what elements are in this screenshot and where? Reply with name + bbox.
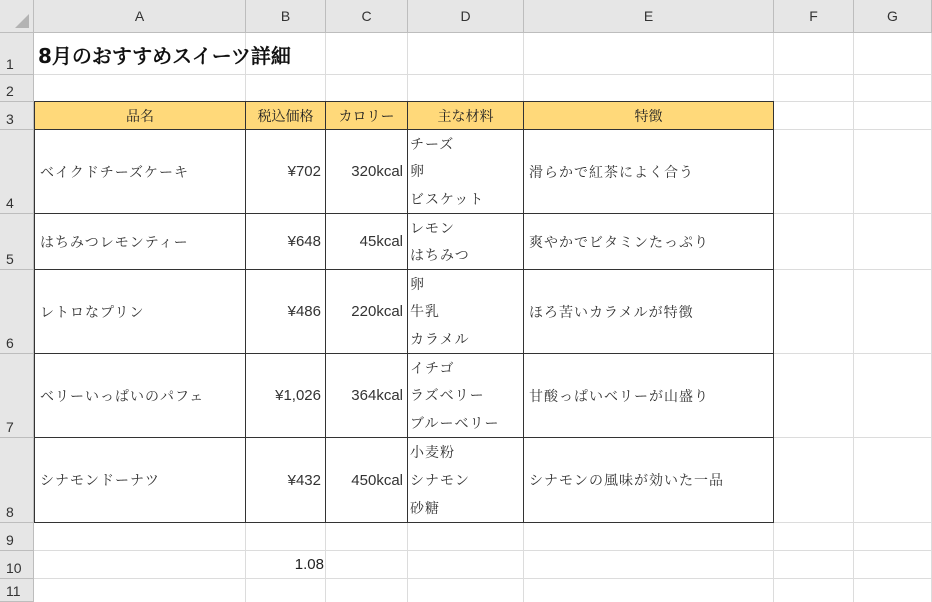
column-header-c[interactable]: C (326, 0, 408, 33)
item-feature-cell[interactable]: 滑らかで紅茶によく合う (523, 129, 774, 214)
item-feature-cell[interactable]: ほろ苦いカラメルが特徴 (523, 269, 774, 354)
gridline (853, 33, 854, 602)
item-name-cell[interactable]: レトロなプリン (34, 269, 246, 354)
item-feature-cell[interactable]: 甘酸っぱいベリーが山盛り (523, 353, 774, 438)
row-header-7[interactable]: 7 (0, 354, 34, 438)
material-text: はちみつ (410, 248, 470, 265)
item-calorie-cell[interactable]: 364kcal (325, 353, 408, 438)
material-text: カラメル (410, 332, 470, 349)
header-cell-calorie[interactable]: カロリー (325, 101, 408, 130)
sheet-title[interactable]: 8月のおすすめスイーツ詳細 (38, 43, 291, 68)
item-materials-cell[interactable] (407, 269, 524, 354)
item-price-cell[interactable]: ¥432 (245, 437, 326, 523)
material-text: ラズベリー (410, 388, 485, 405)
item-name-cell[interactable]: ベリーいっぱいのパフェ (34, 353, 246, 438)
column-header-d[interactable]: D (408, 0, 524, 33)
item-price-cell[interactable]: ¥648 (245, 213, 326, 270)
item-name-cell[interactable]: はちみつレモンティー (34, 213, 246, 270)
item-materials-cell[interactable] (407, 437, 524, 523)
item-price-cell[interactable]: ¥1,026 (245, 353, 326, 438)
material-text: イチゴ (410, 360, 455, 377)
item-feature-cell[interactable]: 爽やかでビタミンたっぷり (523, 213, 774, 270)
item-feature-cell[interactable]: シナモンの風味が効いた一品 (523, 437, 774, 523)
item-price-cell[interactable]: ¥702 (245, 129, 326, 214)
row-header-6[interactable]: 6 (0, 270, 34, 354)
material-text: 卵 (410, 164, 425, 181)
header-cell-price[interactable]: 税込価格 (245, 101, 326, 130)
gridline (34, 550, 932, 551)
material-text: 牛乳 (410, 304, 440, 321)
column-header-f[interactable]: F (774, 0, 854, 33)
column-header-e[interactable]: E (524, 0, 774, 33)
select-all-triangle-icon (15, 14, 29, 28)
item-materials-cell[interactable] (407, 353, 524, 438)
material-text: 小麦粉 (410, 445, 455, 461)
material-text: シナモン (410, 473, 470, 489)
item-calorie-cell[interactable]: 450kcal (325, 437, 408, 523)
item-calorie-cell[interactable]: 220kcal (325, 269, 408, 354)
item-calorie-cell[interactable]: 45kcal (325, 213, 408, 270)
row-header-8[interactable]: 8 (0, 438, 34, 523)
column-header-g[interactable]: G (854, 0, 932, 33)
item-name-cell[interactable]: ベイクドチーズケーキ (34, 129, 246, 214)
item-name-cell[interactable]: シナモンドーナツ (34, 437, 246, 523)
item-price-cell[interactable]: ¥486 (245, 269, 326, 354)
header-cell-materials[interactable]: 主な材料 (407, 101, 524, 130)
column-header-a[interactable]: A (34, 0, 246, 33)
row-header-5[interactable]: 5 (0, 214, 34, 270)
material-text: ブルーベリー (410, 416, 500, 433)
header-cell-feature[interactable]: 特徴 (523, 101, 774, 130)
material-text: チーズ (410, 136, 455, 153)
item-materials-cell[interactable] (407, 213, 524, 270)
material-text: 砂糖 (410, 501, 440, 517)
material-text: レモン (410, 220, 455, 237)
row-header-10[interactable]: 10 (0, 551, 34, 579)
material-text: 卵 (410, 276, 425, 293)
gridline (34, 578, 932, 579)
header-cell-name[interactable]: 品名 (34, 101, 246, 130)
row-header-3[interactable]: 3 (0, 102, 34, 130)
row-header-1[interactable]: 1 (0, 33, 34, 75)
select-all-button[interactable] (0, 0, 34, 33)
row-header-11[interactable]: 11 (0, 579, 34, 602)
row-header-9[interactable]: 9 (0, 523, 34, 551)
row-header-4[interactable]: 4 (0, 130, 34, 214)
tax-rate-cell[interactable]: 1.08 (294, 556, 324, 573)
column-header-b[interactable]: B (246, 0, 326, 33)
item-calorie-cell[interactable]: 320kcal (325, 129, 408, 214)
item-materials-cell[interactable] (407, 129, 524, 214)
row-header-2[interactable]: 2 (0, 75, 34, 102)
material-text: ビスケット (410, 192, 485, 209)
